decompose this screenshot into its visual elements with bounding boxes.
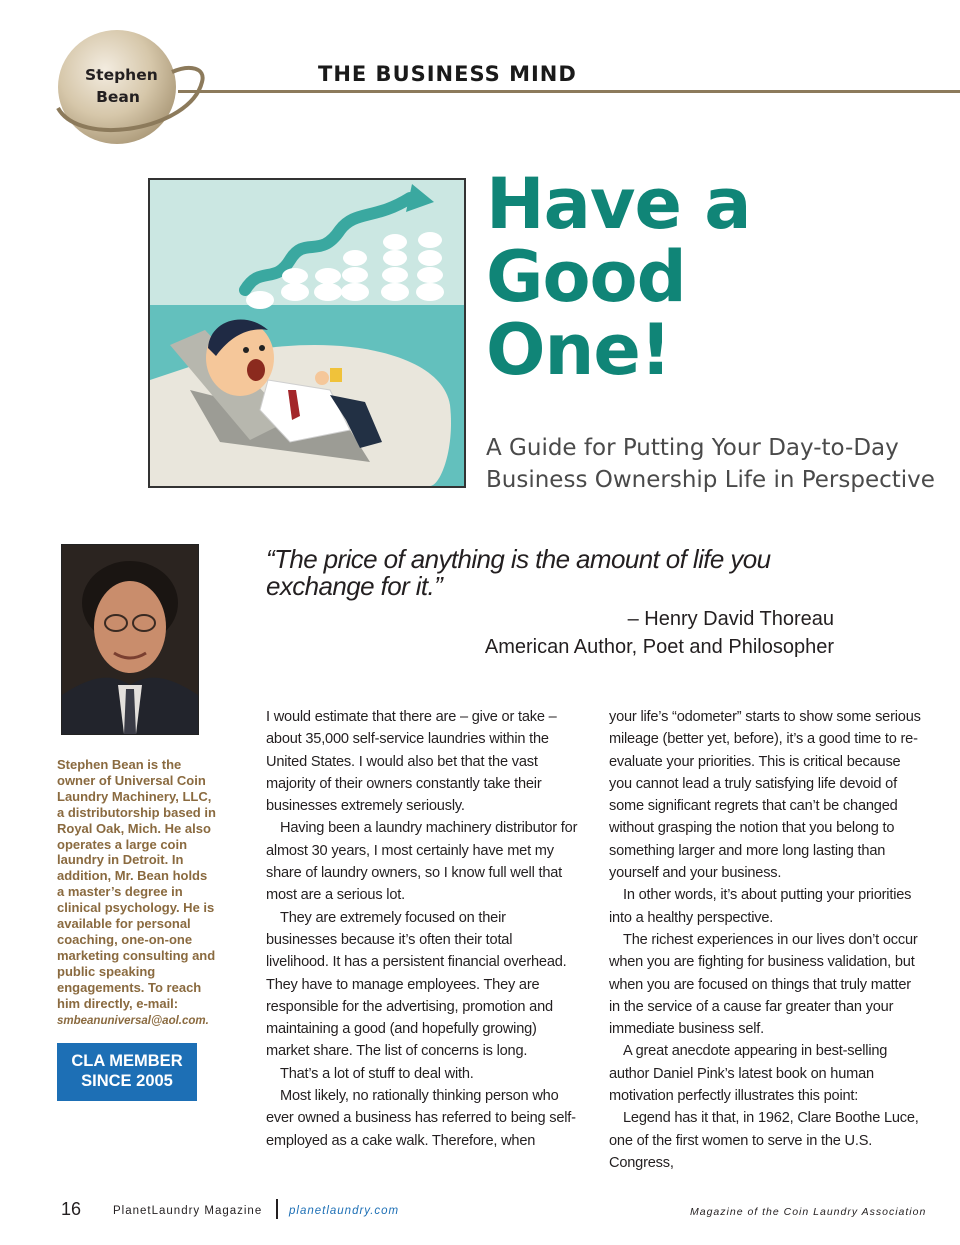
article-title-line: Have a <box>486 163 751 245</box>
body-paragraph: In other words, it’s about putting your priorities into a healthy perspective. <box>609 887 912 926</box>
article-title <box>486 163 946 391</box>
footer-divider <box>276 1199 278 1219</box>
author-email: smbeanuniversal@aol.com. <box>57 1014 209 1027</box>
article-subtitle <box>486 432 946 496</box>
article-title-line: Good <box>486 236 686 318</box>
pull-quote-line: “The price of anything is the amount of life you <box>266 544 771 574</box>
body-paragraph: The richest experiences in our lives don’t occur when you are fighting for business validation, but when you are focused on things that truly matter in the service of a cause far greater than your immediate business self. <box>609 931 918 1038</box>
body-column-left <box>266 706 578 1152</box>
cla-member-badge <box>57 1043 197 1101</box>
author-badge-label: Stephen Bean <box>85 66 158 106</box>
article-title-line: One! <box>486 309 671 391</box>
footer-tagline: Magazine of the Coin Laundry Association <box>690 1206 927 1218</box>
cla-badge-line: SINCE 2005 <box>81 1072 173 1090</box>
quote-author: – Henry David Thoreau <box>627 608 834 630</box>
author-portrait <box>62 545 198 734</box>
page-number: 16 <box>61 1199 82 1219</box>
body-paragraph: Most likely, no rationally thinking person who ever owned a business has referred to being self-employed as a cake walk. Therefore, when <box>266 1088 576 1149</box>
quote-attribution <box>480 605 834 661</box>
body-column-right <box>609 706 921 1174</box>
article-subtitle-line: Business Ownership Life in Perspective <box>486 467 935 493</box>
article-subtitle-line: A Guide for Putting Your Day-to-Day <box>486 435 899 461</box>
section-title: THE BUSINESS MIND <box>318 62 577 86</box>
body-paragraph: They are extremely focused on their businesses because it’s often their total livelihood. It has a persistent financial overhead. They have to manage employees. They are responsible for the advertising, promotion and maintaining a good (and hopefully growing) market share. The list of concerns is long. <box>266 909 567 1060</box>
article-illustration <box>148 178 466 488</box>
cla-badge-line: CLA MEMBER <box>71 1052 183 1070</box>
body-paragraph: Legend has it that, in 1962, Clare Boothe Luce, one of the first women to serve in the U.S. Congress, <box>609 1110 919 1171</box>
quote-author-title: American Author, Poet and Philosopher <box>484 636 834 658</box>
body-paragraph: Having been a laundry machinery distributor for almost 30 years, I most certainly have met my share of laundry owners, so I know full well that most are a serious lot. <box>266 820 578 904</box>
author-bio <box>57 757 217 1029</box>
pull-quote-line: exchange for it.” <box>266 571 443 601</box>
footer-magazine-name: PlanetLaundry Magazine <box>113 1205 263 1217</box>
author-badge-name <box>62 64 174 108</box>
relaxing-businessman-illustration <box>150 180 464 486</box>
body-paragraph: your life’s “odometer” starts to show some serious mileage (better yet, before), it’s a good time to re-evaluate your priorities. This is critical because you cannot lead a truly satisfying life devoid of some significant regrets that can’t be changed without grasping the notion that you belong to something larger and more long lasting than yourself and your business. <box>609 709 921 882</box>
footer-url-link[interactable]: planetlaundry.com <box>289 1205 400 1217</box>
author-bio-text: Stephen Bean is the owner of Universal Coin Laundry Machinery, LLC, a distributorship based in Royal Oak, Mich. He also operates a large coin laundry in Detroit. In addition, Mr. Bean holds a master’s degree in clinical psychology. He is available for personal coaching, one-on-one marketing consulting and public speaking engagements. To reach him directly, e-mail: <box>57 757 216 1011</box>
author-photo <box>61 544 199 735</box>
body-paragraph: I would estimate that there are – give or take – about 35,000 self-service laundries within the United States. I would also bet that the vast majority of their owners constantly take their businesses extremely seriously. <box>266 709 557 815</box>
body-paragraph: A great anecdote appearing in best-selling author Daniel Pink’s latest book on human motivation perfectly illustrates this point: <box>609 1043 888 1105</box>
header-rule <box>178 90 960 93</box>
body-paragraph: That’s a lot of stuff to deal with. <box>280 1065 474 1082</box>
pull-quote <box>266 546 826 600</box>
